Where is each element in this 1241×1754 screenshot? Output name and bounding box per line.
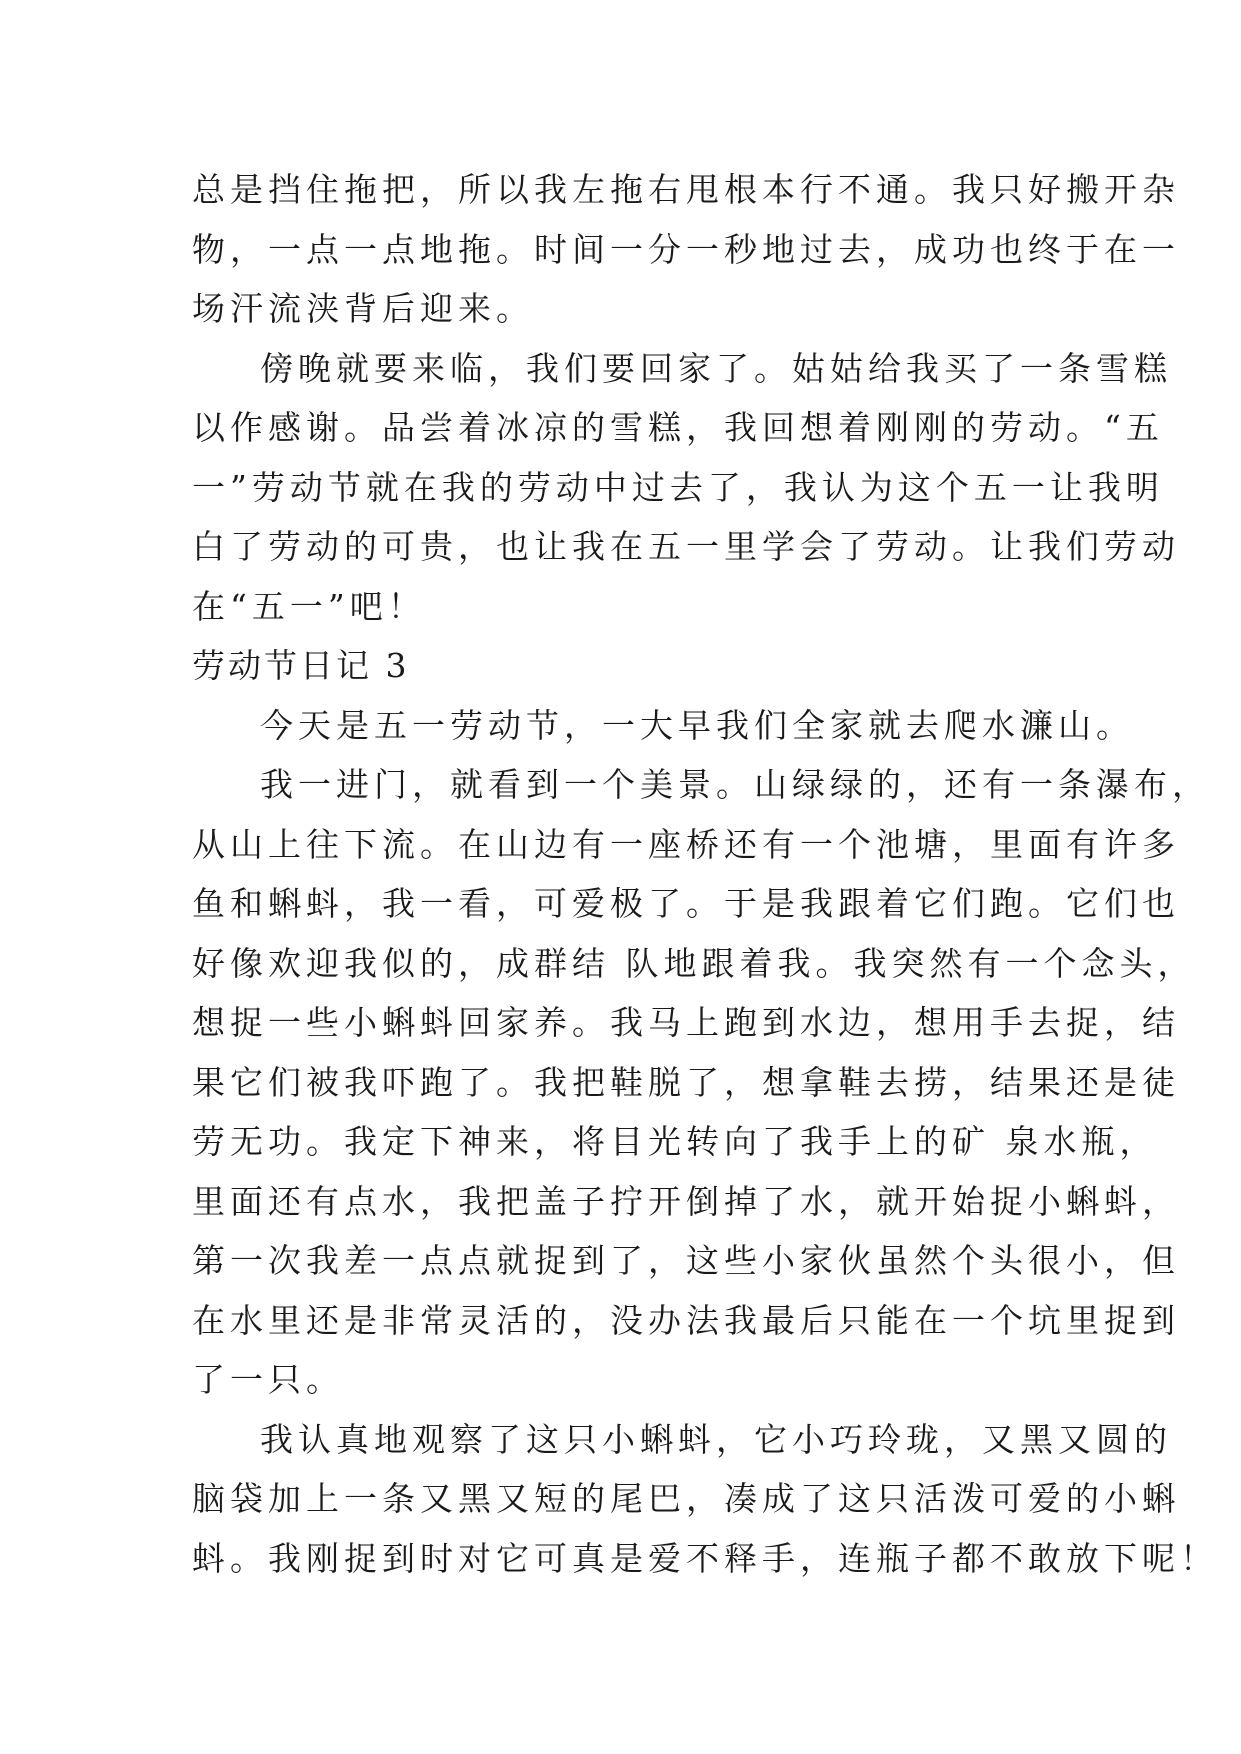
text-line: 今天是五一劳动节，一大早我们全家就去爬水濂山。: [260, 705, 1134, 745]
text-line: 蚪。我刚捉到时对它可真是爱不释手，连瓶子都不敢放下呢！: [192, 1538, 1218, 1578]
text-line: 好像欢迎我似的，成群结 队地跟着我。我突然有一个念头，: [192, 943, 1196, 983]
text-line: 在水里还是非常灵活的，没办法我最后只能在一个坑里捉到: [192, 1300, 1180, 1340]
text-line: 总是挡住拖把，所以我左拖右甩根本行不通。我只好搬开杂: [192, 170, 1180, 209]
paragraph: [192, 160, 1180, 339]
text-line: 我一进门，就看到一个美景。山绿绿的，还有一条瀑布，: [260, 765, 1210, 804]
text-line: 果它们被我吓跑了。我把鞋脱了，想拿鞋去捞，结果还是徒: [192, 1062, 1180, 1102]
paragraph: [192, 696, 1134, 756]
text-line: 白了劳动的可贵，也让我在五一里学会了劳动。让我们劳动: [192, 527, 1180, 566]
text-line: 从山上往下流。在山边有一座桥还有一个池塘，里面有许多: [192, 824, 1180, 864]
paragraph: [192, 755, 1210, 1410]
text-line: 场汗流浃背后迎来。: [192, 289, 534, 328]
text-line: 劳无功。我定下神来，将目光转向了我手上的矿 泉水瓶，: [192, 1122, 1158, 1161]
text-line: 物，一点一点地拖。时间一分一秒地过去，成功也终于在一: [192, 229, 1180, 269]
document-body: [192, 160, 1218, 1588]
paragraph: [192, 339, 1180, 637]
text-line: 以作感谢。品尝着冰凉的雪糕，我回想着刚刚的劳动。“五: [192, 408, 1164, 447]
text-line: 傍晚就要来临，我们要回家了。姑姑给我买了一条雪糕: [260, 348, 1172, 388]
text-line: 了一只。: [192, 1360, 344, 1399]
text-line: 在“五一”吧！: [192, 586, 426, 626]
text-line: 一”劳动节就在我的劳动中过去了，我认为这个五一让我明: [192, 467, 1164, 507]
text-line: 第一次我差一点点就捉到了，这些小家伙虽然个头很小，但: [192, 1241, 1180, 1280]
text-line: 里面还有点水，我把盖子拧开倒掉了水，就开始捉小蝌蚪，: [192, 1181, 1180, 1221]
paragraph: [192, 1410, 1218, 1589]
text-line: 想捉一些小蝌蚪回家养。我马上跑到水边，想用手去捉，结: [192, 1003, 1180, 1042]
text-line: 脑袋加上一条又黑又短的尾巴，凑成了这只活泼可爱的小蝌: [192, 1479, 1180, 1518]
text-line: 我认真地观察了这只小蝌蚪，它小巧玲珑，又黑又圆的: [260, 1419, 1172, 1459]
text-line: 鱼和蝌蚪，我一看，可爱极了。于是我跟着它们跑。它们也: [192, 884, 1180, 923]
section-heading: 劳动节日记 3: [192, 646, 410, 685]
